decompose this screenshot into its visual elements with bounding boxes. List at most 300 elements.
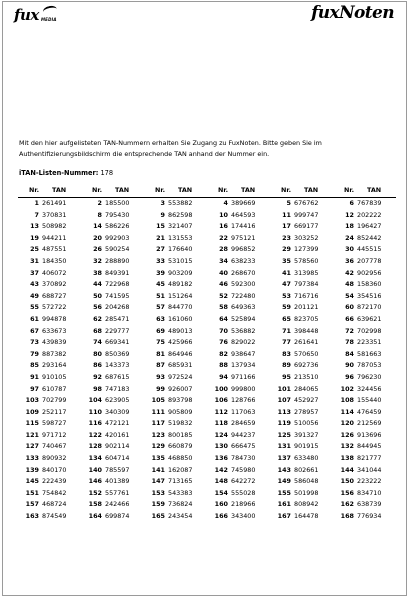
tan-code: 570650 (294, 349, 319, 358)
tan-code: 586048 (294, 477, 319, 486)
tan-number: 93 (156, 372, 165, 381)
tan-number: 119 (277, 419, 291, 428)
tan-number: 127 (25, 442, 39, 451)
tan-code: 212569 (357, 419, 382, 428)
table-row (18, 256, 396, 268)
tan-number: 128 (88, 442, 102, 451)
tan-number: 150 (340, 477, 354, 486)
tan-number: 89 (282, 361, 291, 370)
tan-code: 999800 (231, 384, 256, 393)
tan-number: 61 (30, 314, 39, 323)
tan-number: 152 (88, 488, 102, 497)
tan-number: 79 (30, 349, 39, 358)
tan-code: 784730 (231, 454, 256, 463)
tan-number: 116 (88, 419, 102, 428)
tan-number: 38 (93, 268, 102, 277)
tan-code: 401389 (105, 477, 130, 486)
table-row (18, 244, 396, 256)
table-row (18, 407, 396, 419)
tan-code: 425966 (168, 338, 193, 347)
tan-code: 420161 (105, 430, 130, 439)
tan-code: 702998 (357, 326, 382, 335)
table-row (18, 499, 396, 511)
tan-number: 44 (93, 280, 102, 289)
tan-code: 501998 (294, 488, 319, 497)
tan-code: 252117 (42, 407, 67, 416)
tan-code: 543383 (168, 488, 193, 497)
tan-code: 926007 (168, 384, 193, 393)
tan-code: 557761 (105, 488, 130, 497)
tan-number: 32 (93, 256, 102, 265)
tan-code: 176640 (168, 245, 193, 254)
tan-number: 148 (214, 477, 228, 486)
tan-number: 22 (219, 233, 228, 242)
tan-number: 98 (93, 384, 102, 393)
tan-number: 27 (156, 245, 165, 254)
tan-number: 99 (156, 384, 165, 393)
tan-number: 140 (88, 465, 102, 474)
tan-number: 146 (88, 477, 102, 486)
tan-code: 464593 (231, 210, 256, 219)
tan-code: 284065 (294, 384, 319, 393)
tan-number: 115 (25, 419, 39, 428)
tan-number: 110 (88, 407, 102, 416)
tan-number: 147 (151, 477, 165, 486)
tan-number: 118 (214, 419, 228, 428)
tan-code: 852442 (357, 233, 382, 242)
tan-code: 128766 (231, 396, 256, 405)
tan-code: 716716 (294, 291, 319, 300)
tan-code: 489013 (168, 326, 193, 335)
tan-number: 159 (151, 500, 165, 509)
tan-code: 713165 (168, 477, 193, 486)
tan-number: 106 (214, 396, 228, 405)
table-row (18, 441, 396, 453)
tan-code: 223222 (357, 477, 382, 486)
table-row (18, 384, 396, 396)
tan-number: 158 (88, 500, 102, 509)
table-row (18, 210, 396, 222)
tan-number: 10 (219, 210, 228, 219)
tan-code: 649363 (231, 303, 256, 312)
tan-code: 592300 (231, 280, 256, 289)
tan-number: 53 (282, 291, 291, 300)
tan-code: 971166 (231, 372, 256, 381)
logo-left-subtext: MEDIA (41, 17, 57, 22)
tan-number: 132 (340, 442, 354, 451)
tan-code: 975121 (231, 233, 256, 242)
tan-number: 163 (25, 512, 39, 521)
tan-number: 120 (340, 419, 354, 428)
tan-code: 341044 (357, 465, 382, 474)
tan-code: 802661 (294, 465, 319, 474)
tan-code: 158360 (357, 280, 382, 289)
tan-code: 196427 (357, 222, 382, 231)
tan-number: 26 (93, 245, 102, 254)
tan-code: 872170 (357, 303, 382, 312)
tan-code: 776934 (357, 512, 382, 521)
tan-code: 676762 (294, 199, 319, 207)
tan-number: 126 (340, 430, 354, 439)
tan-number: 6 (349, 199, 354, 207)
tan-code: 288890 (105, 256, 130, 265)
tan-number: 71 (282, 326, 291, 335)
tan-code: 164478 (294, 512, 319, 521)
tan-number: 64 (219, 314, 228, 323)
tan-number: 43 (30, 280, 39, 289)
tan-code: 370892 (42, 280, 67, 289)
tan-number: 60 (345, 303, 354, 312)
table-row (18, 337, 396, 349)
logo-left-text: fux (14, 6, 39, 24)
tan-code: 536882 (231, 326, 256, 335)
table-row (18, 314, 396, 326)
tan-number: 168 (340, 512, 354, 521)
tan-number: 70 (219, 326, 228, 335)
tan-code: 285471 (105, 314, 130, 323)
tan-code: 391327 (294, 430, 319, 439)
tan-number: 123 (151, 430, 165, 439)
table-row (18, 279, 396, 291)
tan-code: 910105 (42, 372, 67, 381)
tan-number: 4 (223, 199, 228, 207)
tan-code: 370831 (42, 210, 67, 219)
tan-code: 905809 (168, 407, 193, 416)
tan-code: 741595 (105, 291, 130, 300)
column-header-nr: Nr. (333, 182, 357, 198)
tan-number: 154 (214, 488, 228, 497)
tan-code: 972524 (168, 372, 193, 381)
tan-number: 75 (156, 338, 165, 347)
tan-code: 642272 (231, 477, 256, 486)
tan-number: 24 (345, 233, 354, 242)
tan-code: 736824 (168, 500, 193, 509)
tan-code: 890932 (42, 454, 67, 463)
tan-number: 103 (25, 396, 39, 405)
tan-code: 476459 (357, 407, 382, 416)
tan-number: 34 (219, 256, 228, 265)
tan-code: 202222 (357, 210, 382, 219)
tan-list-document (2, 1, 407, 596)
tan-number: 138 (340, 454, 354, 463)
tan-number: 94 (219, 372, 228, 381)
tan-number: 104 (88, 396, 102, 405)
tan-number: 92 (93, 372, 102, 381)
tan-code: 638233 (231, 256, 256, 265)
column-header-nr: Nr. (207, 182, 231, 198)
tan-number: 82 (219, 349, 228, 358)
tan-number: 63 (156, 314, 165, 323)
tan-code: 143373 (105, 361, 130, 370)
tan-code: 278957 (294, 407, 319, 416)
table-row (18, 418, 396, 430)
tan-code: 229777 (105, 326, 130, 335)
tan-code: 610787 (42, 384, 67, 393)
tan-code: 944211 (42, 233, 67, 242)
tan-code: 117063 (231, 407, 256, 416)
tan-number: 145 (25, 477, 39, 486)
table-row (18, 476, 396, 488)
tan-code: 785597 (105, 465, 130, 474)
column-header-nr: Nr. (81, 182, 105, 198)
tan-number: 55 (30, 303, 39, 312)
tan-number: 124 (214, 430, 228, 439)
tan-code: 581663 (357, 349, 382, 358)
tan-number: 20 (93, 233, 102, 242)
tan-code: 598727 (42, 419, 67, 428)
tan-number: 111 (151, 407, 165, 416)
tan-number: 100 (214, 384, 228, 393)
tan-number: 13 (30, 222, 39, 231)
tan-number: 105 (151, 396, 165, 405)
tan-code: 213510 (294, 372, 319, 381)
tan-number: 121 (25, 430, 39, 439)
tan-number: 113 (277, 407, 291, 416)
tan-number: 157 (25, 500, 39, 509)
tan-code: 864946 (168, 349, 193, 358)
tan-code: 669177 (294, 222, 319, 231)
tan-code: 223351 (357, 338, 382, 347)
tan-code: 268670 (231, 268, 256, 277)
column-header-tan: TAN (231, 182, 270, 198)
tan-number: 156 (340, 488, 354, 497)
intro-text: Mit den hier aufgelisteten TAN-Nummern erhalten Sie Zugang zu FuxNoten. Bitte geben Sie im Authentifizierungsbildschirm die entsprechende TAN anhand der Nummer ein. (19, 139, 322, 158)
tan-number: 15 (156, 222, 165, 231)
tan-code: 795430 (105, 210, 130, 219)
tan-code: 699874 (105, 512, 130, 521)
tan-code: 722968 (105, 280, 130, 289)
tan-code: 623905 (105, 396, 130, 405)
tan-number: 144 (340, 465, 354, 474)
tan-code: 808942 (294, 500, 319, 509)
tan-number: 96 (345, 372, 354, 381)
tan-code: 343400 (231, 512, 256, 521)
tan-number: 30 (345, 245, 354, 254)
tan-code: 218966 (231, 500, 256, 509)
tan-number: 76 (219, 338, 228, 347)
tan-number: 37 (30, 268, 39, 277)
list-number (19, 169, 113, 178)
table-row (18, 221, 396, 233)
tan-number: 16 (219, 222, 228, 231)
tan-number: 160 (214, 500, 228, 509)
tan-code: 313985 (294, 268, 319, 277)
tan-number: 41 (282, 268, 291, 277)
column-header-nr: Nr. (18, 182, 42, 198)
tan-number: 52 (219, 291, 228, 300)
tan-code: 660879 (168, 442, 193, 451)
tan-number: 48 (345, 280, 354, 289)
tan-number: 139 (25, 465, 39, 474)
tan-number: 72 (345, 326, 354, 335)
tan-number: 95 (282, 372, 291, 381)
tan-code: 787053 (357, 361, 382, 370)
tan-code: 944237 (231, 430, 256, 439)
column-header-tan: TAN (105, 182, 144, 198)
tan-number: 47 (282, 280, 291, 289)
tan-code: 472121 (105, 419, 130, 428)
tan-code: 468724 (42, 500, 67, 509)
tan-number: 161 (277, 500, 291, 509)
tan-code: 261641 (294, 338, 319, 347)
tan-code: 586226 (105, 222, 130, 231)
tan-number: 85 (30, 361, 39, 370)
tan-code: 184350 (42, 256, 67, 265)
table-row (18, 372, 396, 384)
tan-code: 131553 (168, 233, 193, 242)
tan-number: 167 (277, 512, 291, 521)
tan-code: 553882 (168, 199, 193, 207)
tan-number: 31 (30, 256, 39, 265)
tan-number: 21 (156, 233, 165, 242)
tan-number: 97 (30, 384, 39, 393)
tan-code: 834710 (357, 488, 382, 497)
tan-code: 398448 (294, 326, 319, 335)
tan-number: 81 (156, 349, 165, 358)
tan-number: 23 (282, 233, 291, 242)
tan-number: 107 (277, 396, 291, 405)
tan-number: 57 (156, 303, 165, 312)
table-row (18, 511, 396, 523)
fuxnoten-logo: fuxNoten (311, 3, 394, 23)
tan-number: 14 (93, 222, 102, 231)
table-row (18, 453, 396, 465)
tan-number: 90 (345, 361, 354, 370)
tan-number: 17 (282, 222, 291, 231)
tan-code: 284659 (231, 419, 256, 428)
tan-code: 242466 (105, 500, 130, 509)
table-row (18, 198, 396, 210)
tan-number: 56 (93, 303, 102, 312)
tan-number: 35 (282, 256, 291, 265)
tan-code: 151264 (168, 291, 193, 300)
tan-number: 84 (345, 349, 354, 358)
tan-number: 164 (88, 512, 102, 521)
tan-number: 66 (345, 314, 354, 323)
tan-code: 669341 (105, 338, 130, 347)
table-row (18, 233, 396, 245)
tan-code: 767839 (357, 199, 382, 207)
tan-number: 36 (345, 256, 354, 265)
logo-swoosh-icon (42, 5, 58, 17)
tan-number: 12 (345, 210, 354, 219)
tan-number: 62 (93, 314, 102, 323)
column-header-tan: TAN (42, 182, 81, 198)
tan-code: 821777 (357, 454, 382, 463)
tan-code: 823705 (294, 314, 319, 323)
tan-code: 740467 (42, 442, 67, 451)
tan-number: 88 (219, 361, 228, 370)
tan-number: 54 (345, 291, 354, 300)
tan-number: 73 (30, 338, 39, 347)
tan-code: 389669 (231, 199, 256, 207)
tan-number: 135 (151, 454, 165, 463)
tan-number: 91 (30, 372, 39, 381)
column-header-tan: TAN (294, 182, 333, 198)
tan-number: 11 (282, 210, 291, 219)
tan-code: 666475 (231, 442, 256, 451)
tan-code: 994878 (42, 314, 67, 323)
tan-number: 149 (277, 477, 291, 486)
tan-code: 590254 (105, 245, 130, 254)
tan-code: 840170 (42, 465, 67, 474)
tan-code: 207778 (357, 256, 382, 265)
tan-number: 59 (282, 303, 291, 312)
tan-number: 19 (30, 233, 39, 242)
tan-code: 747183 (105, 384, 130, 393)
tan-table-header (18, 182, 396, 198)
tan-code: 800185 (168, 430, 193, 439)
tan-code: 525894 (231, 314, 256, 323)
tan-code: 293164 (42, 361, 67, 370)
tan-code: 578560 (294, 256, 319, 265)
tan-number: 39 (156, 268, 165, 277)
tan-number: 141 (151, 465, 165, 474)
tan-number: 46 (219, 280, 228, 289)
tan-number: 117 (151, 419, 165, 428)
tan-number: 2 (97, 199, 102, 207)
tan-number: 87 (156, 361, 165, 370)
tan-code: 222439 (42, 477, 67, 486)
tan-code: 161060 (168, 314, 193, 323)
tan-number: 7 (34, 210, 39, 219)
tan-number: 151 (25, 488, 39, 497)
tan-code: 862598 (168, 210, 193, 219)
tan-number: 162 (340, 500, 354, 509)
tan-code: 938647 (231, 349, 256, 358)
tan-code: 903209 (168, 268, 193, 277)
tan-number: 142 (214, 465, 228, 474)
table-row (18, 395, 396, 407)
tan-number: 165 (151, 512, 165, 521)
tan-code: 687615 (105, 372, 130, 381)
list-number-label: iTAN-Listen-Nummer: (19, 169, 99, 177)
table-row (18, 326, 396, 338)
tan-code: 829022 (231, 338, 256, 347)
tan-code: 901915 (294, 442, 319, 451)
tan-code: 604714 (105, 454, 130, 463)
tan-code: 510056 (294, 419, 319, 428)
tan-code: 992903 (105, 233, 130, 242)
table-row (18, 302, 396, 314)
tan-code: 722480 (231, 291, 256, 300)
tan-number: 45 (156, 280, 165, 289)
tan-number: 114 (340, 407, 354, 416)
tan-code: 638739 (357, 500, 382, 509)
tan-number: 3 (160, 199, 165, 207)
tan-code: 155440 (357, 396, 382, 405)
tan-number: 25 (30, 245, 39, 254)
tan-code: 185500 (105, 199, 130, 207)
tan-number: 129 (151, 442, 165, 451)
tan-code: 531015 (168, 256, 193, 265)
fux-media-logo (14, 5, 57, 24)
tan-number: 102 (340, 384, 354, 393)
tan-number: 1 (34, 199, 39, 207)
tan-code: 489182 (168, 280, 193, 289)
tan-number: 8 (97, 210, 102, 219)
tan-code: 162087 (168, 465, 193, 474)
table-row (18, 360, 396, 372)
tan-code: 797384 (294, 280, 319, 289)
tan-number: 49 (30, 291, 39, 300)
tan-number: 125 (277, 430, 291, 439)
tan-code: 452927 (294, 396, 319, 405)
table-row (18, 488, 396, 500)
tan-code: 633673 (42, 326, 67, 335)
tan-code: 445515 (357, 245, 382, 254)
tan-code: 468850 (168, 454, 193, 463)
